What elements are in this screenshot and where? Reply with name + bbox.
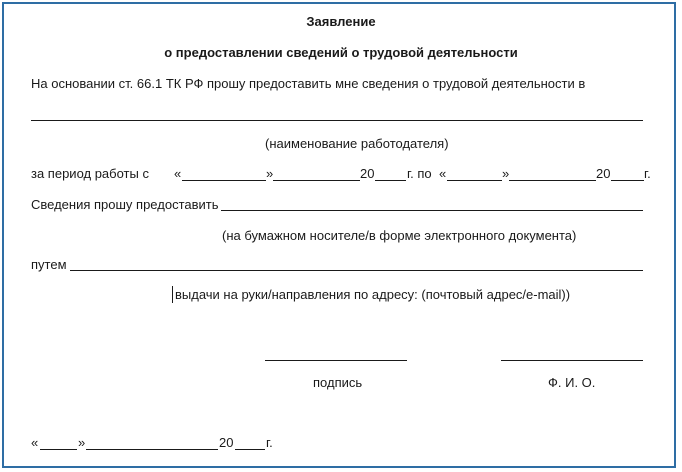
date-close-quote: »: [78, 435, 86, 450]
period-to-close-quote: »: [502, 166, 510, 181]
period-to-open-quote: «: [439, 166, 447, 181]
method-hint: выдачи на руки/направления по адресу: (почтовый адрес/e-mail)): [175, 287, 571, 302]
signature-label: подпись: [313, 375, 363, 390]
text-cursor: [172, 286, 173, 303]
method-label: путем: [31, 257, 67, 272]
intro-text: На основании ст. 66.1 ТК РФ прошу предоставить мне сведения о трудовой деятельности в: [31, 76, 586, 91]
fio-line[interactable]: [501, 360, 643, 361]
period-to-day-line[interactable]: [447, 180, 502, 181]
employer-line[interactable]: [31, 120, 643, 121]
employer-hint: (наименование работодателя): [265, 136, 449, 151]
period-label: за период работы с: [31, 166, 149, 181]
provide-label: Сведения прошу предоставить: [31, 197, 219, 212]
provide-line[interactable]: [221, 210, 643, 211]
period-from-open-quote: «: [174, 166, 182, 181]
document-title: Заявление: [306, 14, 376, 29]
period-from-day-line[interactable]: [182, 180, 266, 181]
period-from-year-line[interactable]: [375, 180, 406, 181]
period-to-month-line[interactable]: [509, 180, 596, 181]
date-year-prefix: 20: [219, 435, 234, 450]
date-year-line[interactable]: [235, 449, 265, 450]
date-g-end: г.: [266, 435, 273, 450]
period-from-close-quote: »: [266, 166, 274, 181]
period-g-end: г.: [644, 166, 651, 181]
period-from-year-prefix: 20: [360, 166, 375, 181]
method-line[interactable]: [70, 270, 643, 271]
date-month-line[interactable]: [86, 449, 218, 450]
date-open-quote: «: [31, 435, 39, 450]
period-g-po: г. по: [407, 166, 432, 181]
provide-hint: (на бумажном носителе/в форме электронного документа): [222, 228, 577, 243]
document-subtitle: о предоставлении сведений о трудовой деятельности: [164, 45, 518, 60]
period-from-month-line[interactable]: [273, 180, 360, 181]
period-to-year-prefix: 20: [596, 166, 611, 181]
date-day-line[interactable]: [40, 449, 77, 450]
fio-label: Ф. И. О.: [548, 375, 596, 390]
signature-line[interactable]: [265, 360, 407, 361]
period-to-year-line[interactable]: [611, 180, 644, 181]
